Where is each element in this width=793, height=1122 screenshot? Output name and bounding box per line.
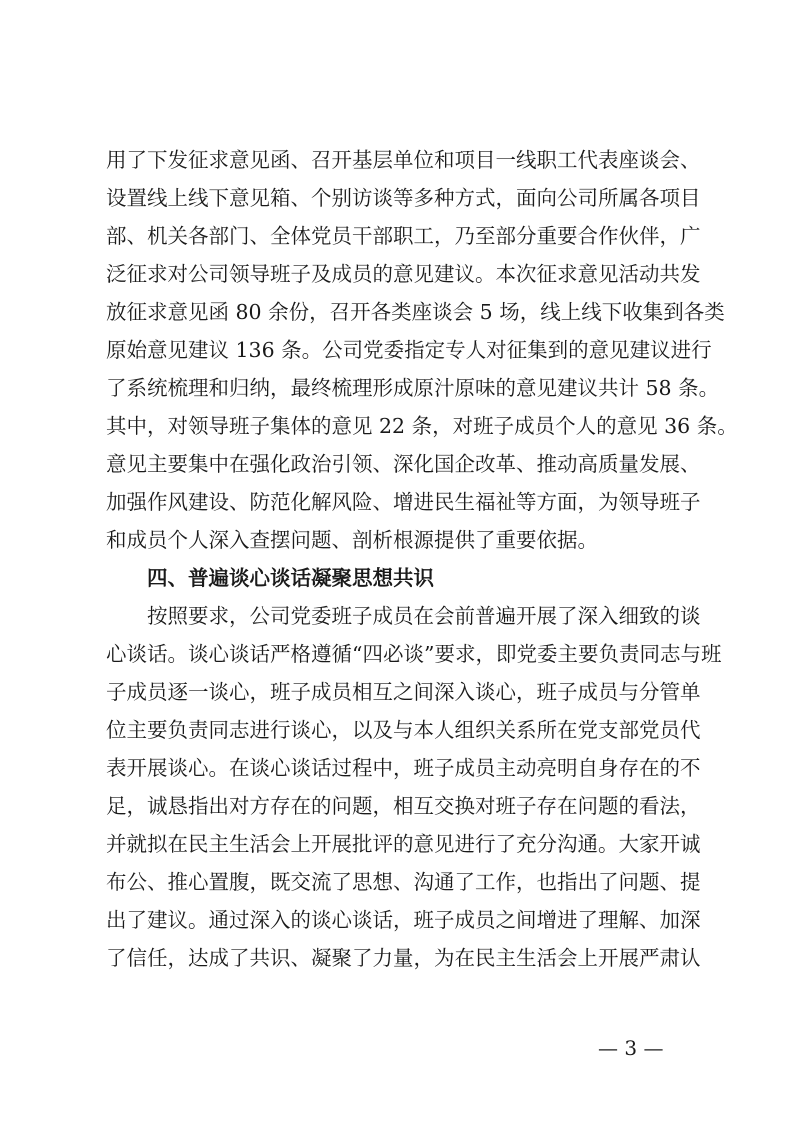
paragraph-line: 足，诚恳指出对方存在的问题，相互交换对班子存在问题的看法， <box>106 794 701 818</box>
paragraph-line: 用了下发征求意见函、召开基层单位和项目一线职工代表座谈会、 <box>106 148 701 172</box>
paragraph-line: 泛征求对公司领导班子及成员的意见建议。本次征求意见活动共发 <box>106 262 701 286</box>
paragraph-line: 并就拟在民主生活会上开展批评的意见进行了充分沟通。大家开诚 <box>106 832 701 856</box>
paragraph-line: 出了建议。通过深入的谈心谈话，班子成员之间增进了理解、加深 <box>106 908 701 932</box>
paragraph-line: 子成员逐一谈心，班子成员相互之间深入谈心，班子成员与分管单 <box>106 680 701 704</box>
paragraph-line: 原始意见建议 136 条。公司党委指定专人对征集到的意见建议进行 <box>106 338 712 362</box>
paragraph-line: 其中，对领导班子集体的意见 22 条，对班子成员个人的意见 36 条。 <box>106 414 738 438</box>
paragraph-line: 部、机关各部门、全体党员干部职工，乃至部分重要合作伙伴，广 <box>106 224 701 248</box>
paragraph-line: 表开展谈心。在谈心谈话过程中，班子成员主动亮明自身存在的不 <box>106 756 701 780</box>
paragraph-line: 了系统梳理和归纳，最终梳理形成原汁原味的意见建议共计 58 条。 <box>106 376 720 400</box>
page-number: — 3 — <box>598 1036 664 1060</box>
paragraph-line: 了信任，达成了共识、凝聚了力量，为在民主生活会上开展严肃认 <box>106 946 701 970</box>
paragraph-line: 意见主要集中在强化政治引领、深化国企改革、推动高质量发展、 <box>106 452 701 476</box>
paragraph-line: 设置线上线下意见箱、个别访谈等多种方式，面向公司所属各项目 <box>106 186 701 210</box>
paragraph-line: 布公、推心置腹，既交流了思想、沟通了工作，也指出了问题、提 <box>106 870 701 894</box>
paragraph-line: 位主要负责同志进行谈心，以及与本人组织关系所在党支部党员代 <box>106 718 701 742</box>
paragraph-line: 放征求意见函 80 余份，召开各类座谈会 5 场，线上线下收集到各类 <box>106 300 725 324</box>
paragraph-line: 按照要求，公司党委班子成员在会前普遍开展了深入细致的谈 <box>147 604 701 628</box>
section-heading: 四、普遍谈心谈话凝聚思想共识 <box>147 566 434 590</box>
paragraph-line: 心谈话。谈心谈话严格遵循“四必谈”要求，即党委主要负责同志与班 <box>106 642 722 666</box>
paragraph-line: 和成员个人深入查摆问题、剖析根源提供了重要依据。 <box>106 528 598 552</box>
paragraph-line: 加强作风建设、防范化解风险、增进民生福祉等方面，为领导班子 <box>106 490 701 514</box>
